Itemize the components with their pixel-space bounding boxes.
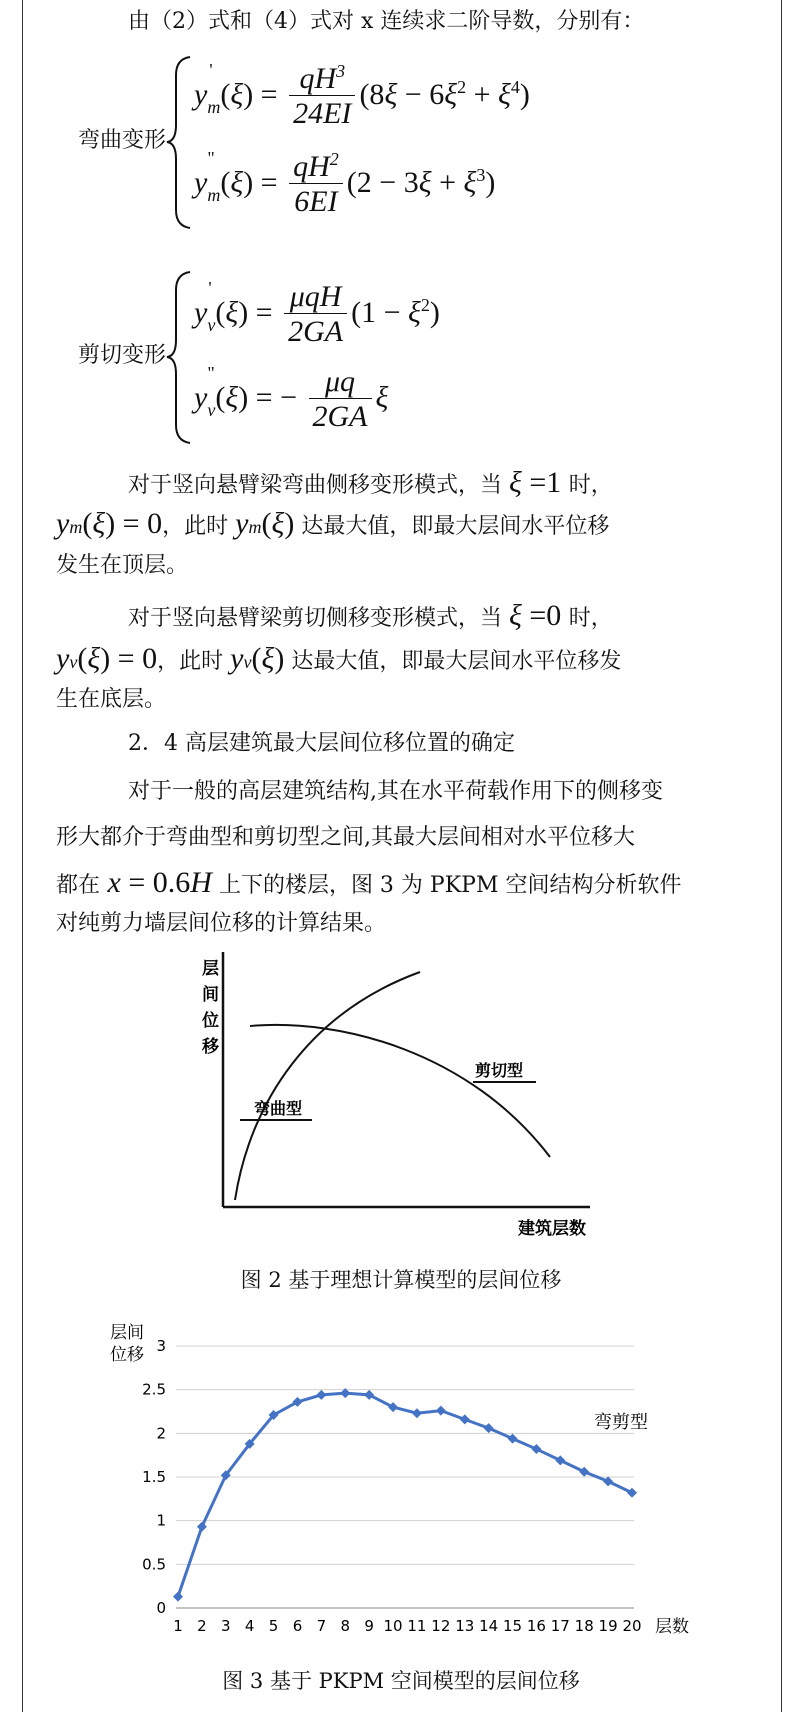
bending-label: 弯曲变形 — [78, 128, 167, 153]
fig3-ytick-label: 2.5 — [142, 1380, 166, 1399]
fig3-xlabel: 层数 — [655, 1617, 689, 1637]
fig3-data-point — [436, 1406, 446, 1416]
fig3-xtick-label: 16 — [526, 1617, 546, 1635]
fig2-ylabel-char: 位 — [202, 1011, 219, 1031]
fig3-ytick-label: 1 — [156, 1511, 166, 1530]
para3-line4: 对纯剪力墙层间位移的计算结果。 — [56, 911, 387, 936]
fig3-data-point — [603, 1476, 613, 1486]
fig2-label-bending: 弯曲型 — [254, 1099, 303, 1118]
para1-line3: 发生在顶层。 — [56, 553, 189, 578]
para2-line2: yv(ξ) = 0，此时 yv(ξ) 达最大值，即最大层间水平位移发 — [56, 642, 622, 675]
fig3-xtick-label: 9 — [364, 1617, 374, 1635]
fig3-data-point — [173, 1592, 183, 1602]
fig3-ylabel-line: 层间 — [110, 1323, 144, 1343]
fig3-xtick-label: 2 — [197, 1617, 207, 1635]
fig2-shear-curve — [250, 1025, 550, 1157]
fig3-xtick-label: 19 — [598, 1617, 618, 1635]
fig3-xtick-label: 10 — [383, 1617, 403, 1635]
fig3-ytick-label: 1.5 — [142, 1468, 166, 1486]
bending-eq-1: $y_m$ ' (ξ) = $\frac{qH^3}{24EI}$ $(8\xi - 6\xi^2 + \xi^4)$ — [194, 59, 530, 130]
intro-line: 由（2）式和（4）式对 x 连续求二阶导数，分别有： — [128, 9, 645, 34]
shear-brace — [164, 270, 194, 445]
fig3-xtick-label: 6 — [292, 1617, 303, 1635]
fig3-xtick-label: 12 — [431, 1617, 451, 1635]
fig2-caption: 图 2 基于理想计算模型的层间位移 — [240, 1268, 562, 1292]
fig3-xtick-label: 8 — [340, 1617, 351, 1635]
fig2 — [180, 952, 640, 1242]
fig3-xtick-label: 18 — [574, 1617, 594, 1635]
fig3-xtick-label: 4 — [244, 1617, 255, 1635]
bending-brace — [164, 55, 194, 230]
para3-line3: 都在 x = 0.6H 上下的楼层，图 3 为 PKPM 空间结构分析软件 — [56, 866, 682, 899]
fig3-data-point — [484, 1423, 494, 1433]
fig3-chart — [110, 1318, 710, 1638]
para3-line2: 形大都介于弯曲型和剪切型之间,其最大层间相对水平位移大 — [56, 825, 635, 850]
fig2-ylabel-char: 层 — [202, 959, 219, 979]
shear-label: 剪切变形 — [78, 343, 167, 368]
fig3-xtick-label: 5 — [268, 1617, 279, 1635]
fig3-xtick-label: 3 — [221, 1617, 231, 1635]
fig3-data-point — [412, 1408, 422, 1418]
para3-line1: 对于一般的高层建筑结构,其在水平荷载作用下的侧移变 — [128, 779, 663, 804]
fig3-series-line — [178, 1393, 632, 1596]
fig3-xtick-label: 13 — [455, 1617, 475, 1635]
fig3-xtick-label: 14 — [479, 1617, 499, 1635]
fig2-ylabel-char: 间 — [202, 985, 219, 1005]
fig3-xtick-label: 17 — [550, 1617, 570, 1635]
shear-eq-2: $y_v$ " (ξ) = − $\frac{\mu q}{2GA}$ ξ — [194, 362, 389, 433]
fig3-ytick-label: 3 — [156, 1337, 166, 1355]
fig3-ytick-label: 0 — [156, 1599, 166, 1617]
fig3-data-point — [197, 1522, 207, 1532]
bending-eq-2: $y_m$ " (ξ) = $\frac{qH^2}{6EI}$ $(2 - 3\xi + \xi^3)$ — [194, 147, 496, 218]
fig3-xtick-label: 1 — [173, 1617, 183, 1635]
fig3-data-point — [388, 1402, 398, 1412]
fig3-ytick-label: 2 — [156, 1424, 166, 1443]
para2-line1: 对于竖向悬臂梁剪切侧移变形模式，当 ξ =0 时， — [128, 599, 613, 632]
para1-line1: 对于竖向悬臂梁弯曲侧移变形模式，当 ξ =1 时， — [128, 466, 613, 499]
fig3-data-point — [460, 1414, 470, 1424]
fig2-label-shear: 剪切型 — [475, 1061, 524, 1080]
fig3-data-point — [316, 1390, 326, 1400]
fig3-xtick-label: 20 — [622, 1617, 642, 1635]
fig2-ylabel-char: 移 — [202, 1037, 219, 1057]
para2-line3: 生在底层。 — [56, 687, 167, 712]
fig2-bending-curve — [235, 972, 420, 1200]
fig2-xlabel: 建筑层数 — [518, 1219, 586, 1239]
fig3-xtick-label: 11 — [407, 1617, 427, 1635]
fig3-xtick-label: 15 — [502, 1617, 523, 1635]
fig3-data-point — [579, 1467, 589, 1477]
fig3-data-point — [555, 1455, 565, 1465]
fig3-caption: 图 3 基于 PKPM 空间模型的层间位移 — [222, 1669, 580, 1693]
section-heading: 2．4 高层建筑最大层间位移位置的确定 — [128, 731, 515, 756]
fig3-data-point — [627, 1488, 637, 1498]
fig3-data-point — [508, 1434, 518, 1444]
fig3-xtick-label: 7 — [316, 1617, 327, 1635]
fig3-ylabel-line: 位移 — [110, 1345, 144, 1365]
fig3-ytick-label: 0.5 — [142, 1555, 166, 1574]
para1-line2: ym(ξ) = 0，此时 ym(ξ) 达最大值，即最大层间水平位移 — [56, 507, 610, 540]
shear-eq-1: $y_v$ ' (ξ) = $\frac{\text{μqH}}{2GA}$ $(1 - \xi^2)$ — [194, 277, 440, 348]
fig3-series-label: 弯剪型 — [594, 1412, 648, 1433]
fig3-data-point — [364, 1390, 374, 1400]
fig3-data-point — [531, 1444, 541, 1454]
